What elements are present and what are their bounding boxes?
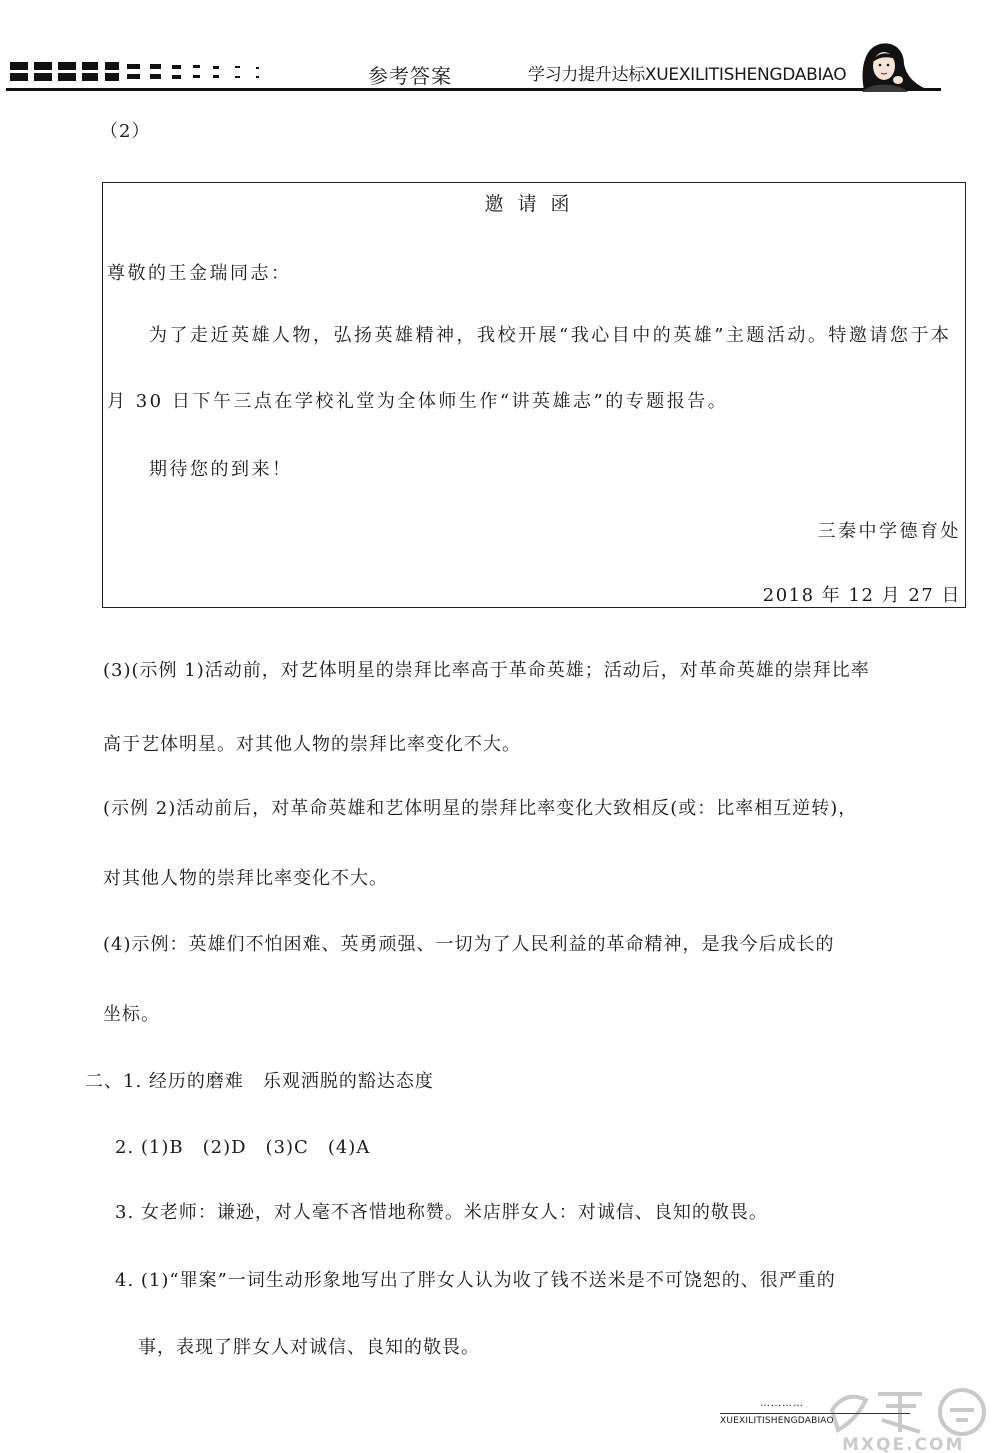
footer-text: XUEXILITISHENGDABIAO bbox=[720, 1416, 834, 1426]
svg-text:MXQE.COM: MXQE.COM bbox=[842, 1435, 965, 1453]
answer-line: (3)(示例 1)活动前，对艺体明星的崇拜比率高于革命英雄；活动后，对革命英雄的崇拜比率 bbox=[103, 660, 870, 681]
invitation-date: 2018 年 12 月 27 日 bbox=[762, 585, 961, 606]
header-dash-decoration bbox=[10, 62, 270, 82]
page-header bbox=[0, 0, 1000, 100]
answer-line: 4. (1)“罪案”一词生动形象地写出了胖女人认为收了钱不送米是不可饶恕的、很严重的 bbox=[115, 1270, 836, 1291]
answer-line: 二、1. 经历的磨难 乐观洒脱的豁达态度 bbox=[85, 1071, 434, 1092]
invitation-letter-box bbox=[102, 182, 966, 608]
header-divider bbox=[6, 88, 941, 91]
girl-illustration-icon bbox=[842, 40, 942, 92]
answer-line: 高于艺体明星。对其他人物的崇拜比率变化不大。 bbox=[103, 734, 521, 755]
watermark-logo-icon bbox=[826, 1380, 996, 1453]
answer-line: 对其他人物的崇拜比率变化不大。 bbox=[103, 868, 388, 889]
part-2-label: （2） bbox=[100, 121, 151, 142]
invitation-closing: 期待您的到来！ bbox=[149, 459, 293, 480]
answer-line: 2. (1)B (2)D (3)C (4)A bbox=[115, 1137, 371, 1158]
invitation-title: 邀请函 bbox=[484, 193, 584, 215]
answer-line: 3. 女老师：谦逊，对人毫不吝惜地称赞。米店胖女人：对诚信、良知的敬畏。 bbox=[115, 1202, 768, 1223]
invitation-body-line-1: 为了走近英雄人物，弘扬英雄精神，我校开展“我心目中的英雄”主题活动。特邀请您于本 bbox=[149, 325, 952, 346]
page-footer bbox=[700, 1380, 1000, 1453]
header-title: 参考答案 bbox=[368, 64, 452, 88]
footer-dots: ………… bbox=[760, 1398, 804, 1409]
invitation-salutation: 尊敬的王金瑞同志： bbox=[107, 263, 292, 284]
answer-line: 事，表现了胖女人对诚信、良知的敬畏。 bbox=[138, 1337, 480, 1358]
answer-line: (4)示例：英雄们不怕困难、英勇顽强、一切为了人民利益的革命精神，是我今后成长的 bbox=[103, 934, 835, 955]
answer-line: 坐标。 bbox=[103, 1004, 160, 1025]
header-subtitle: 学习力提升达标XUEXILITISHENGDABIAO bbox=[528, 65, 847, 85]
invitation-sender: 三秦中学德育处 bbox=[817, 521, 961, 542]
answer-line: (示例 2)活动前后，对革命英雄和艺体明星的崇拜比率变化大致相反(或：比率相互逆转)， bbox=[103, 798, 858, 819]
invitation-body-line-2: 月 30 日下午三点在学校礼堂为全体师生作“讲英雄志”的专题报告。 bbox=[107, 391, 729, 412]
